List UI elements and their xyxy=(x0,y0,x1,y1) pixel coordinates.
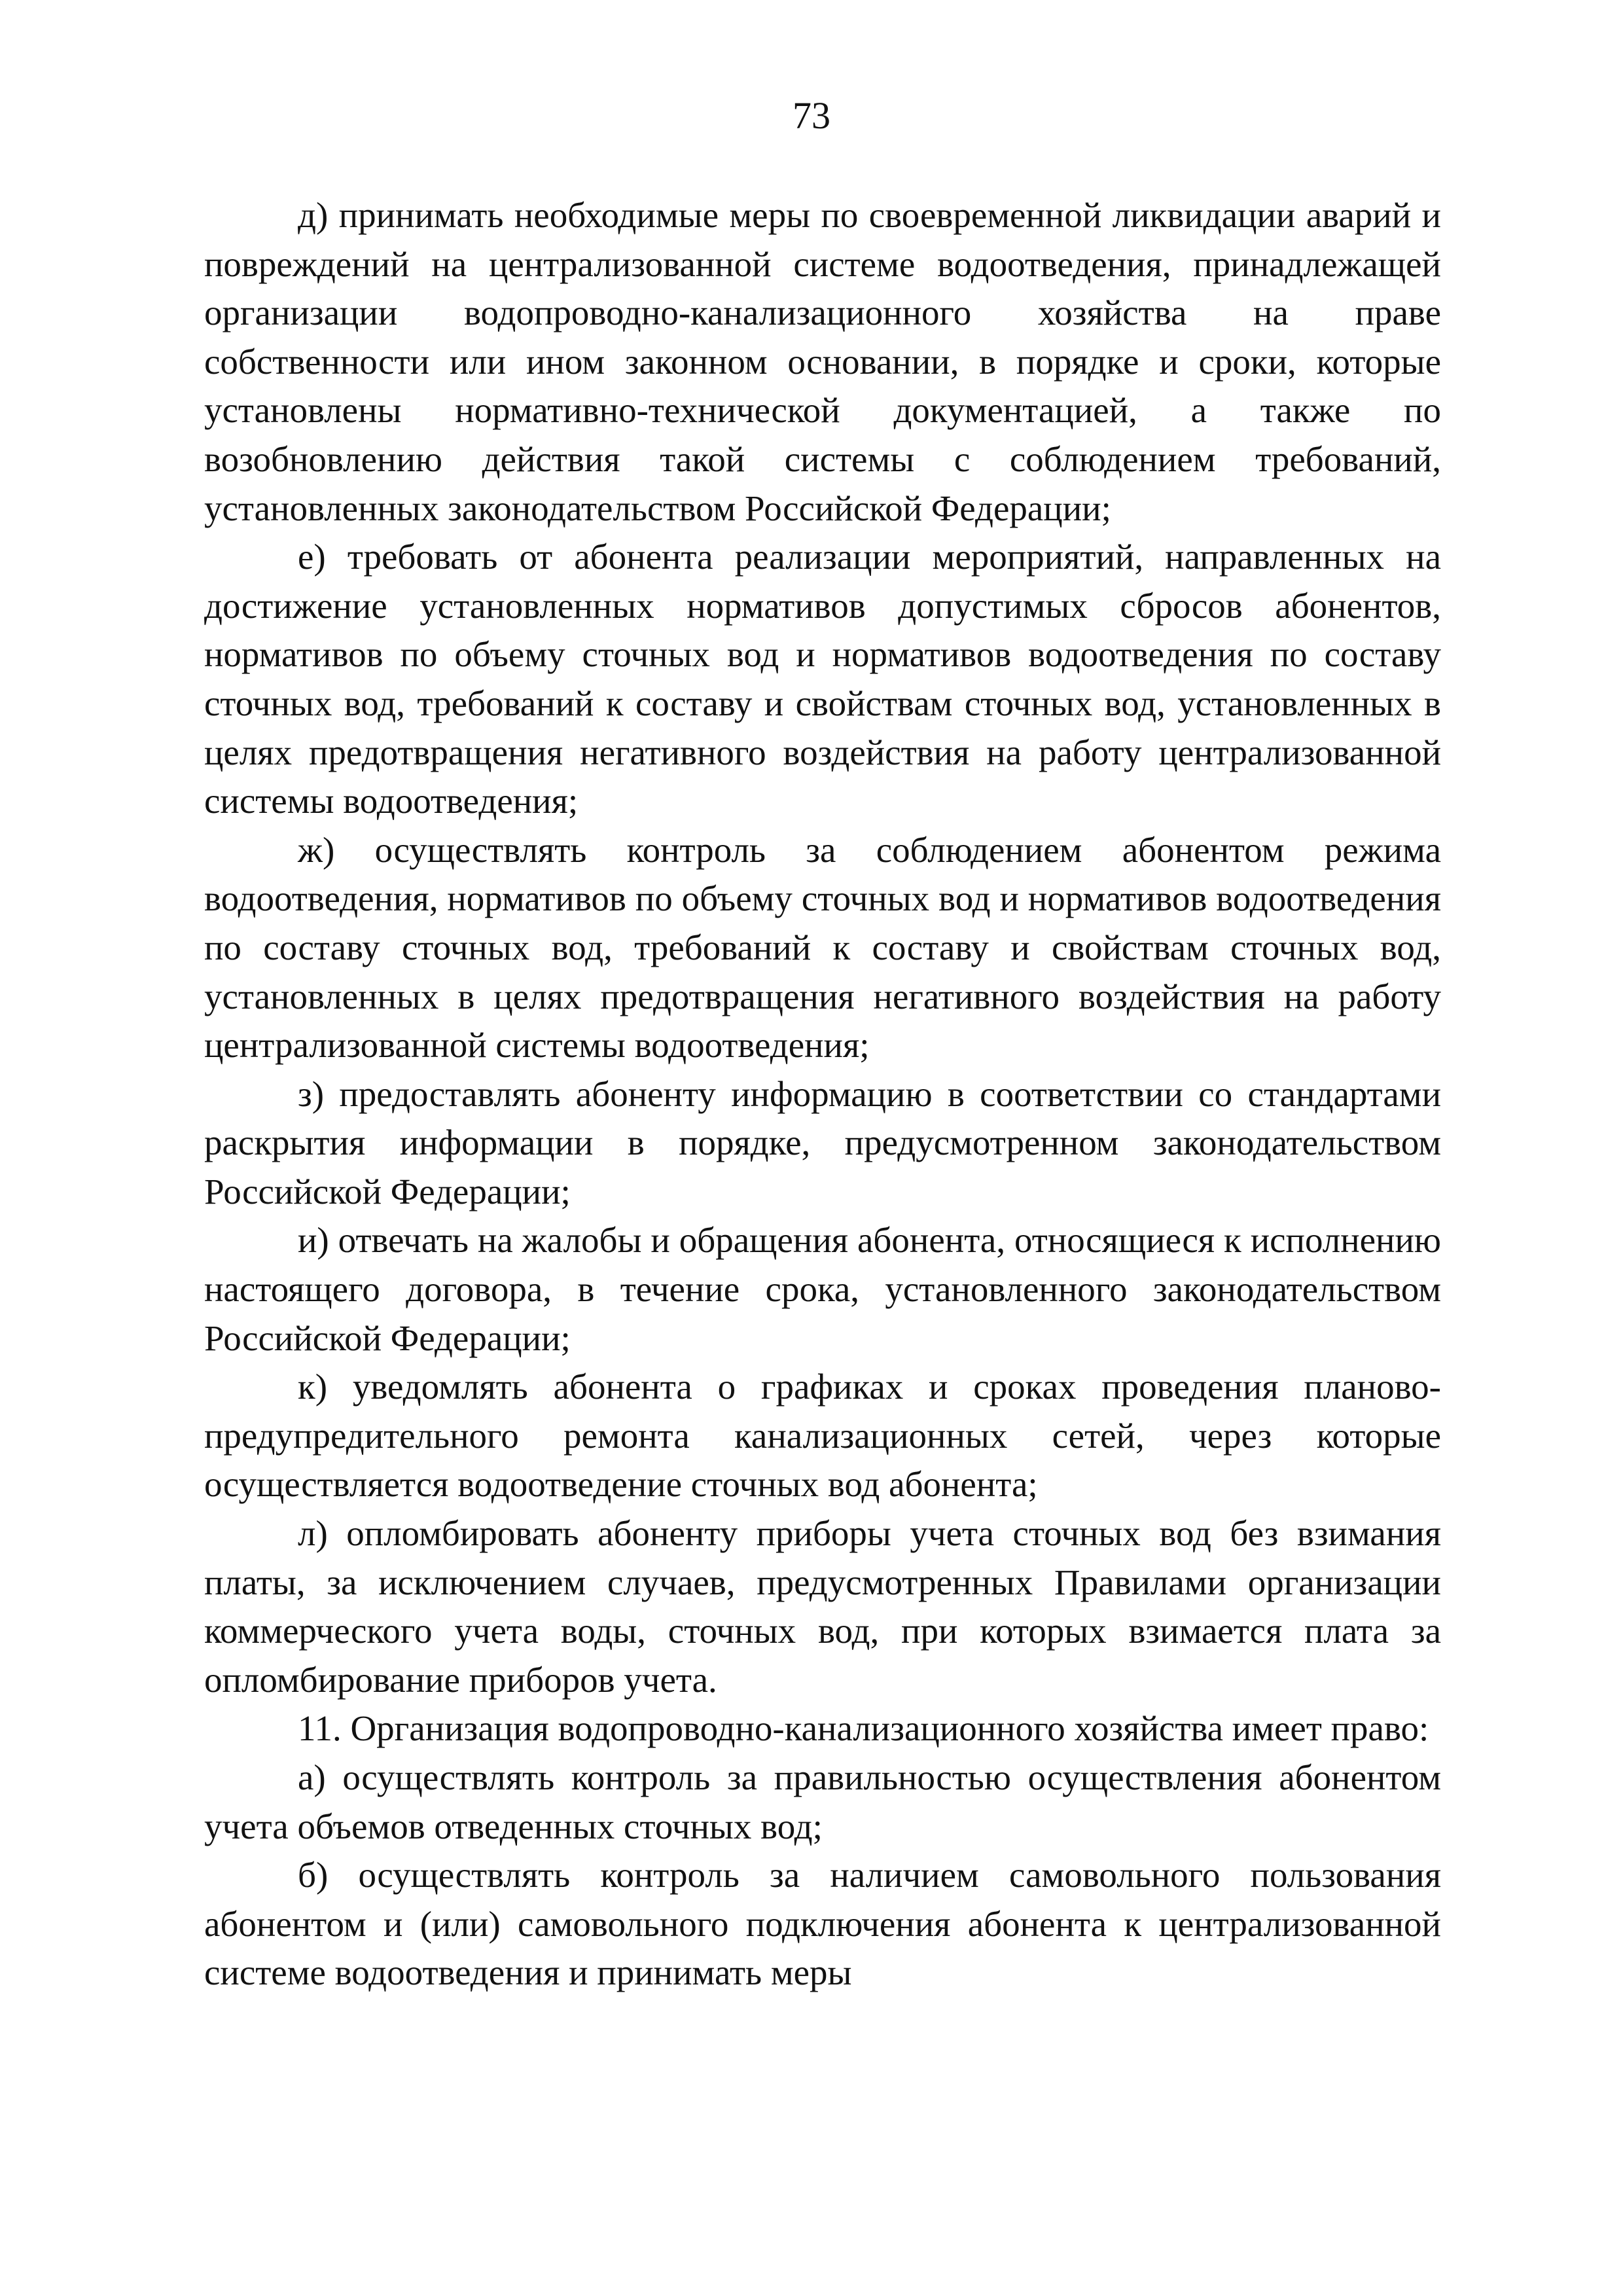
paragraph-item-z: з) предоставлять абоненту информацию в соответствии со стандартами раскрытия информации в порядке, предусмотренном законодательством Российской Федерации; xyxy=(204,1073,1441,1211)
document-body xyxy=(204,191,1441,1998)
paragraph-item-k: к) уведомлять абонента о графиках и сроках проведения планово-предупредительного ремонта канализационных сетей, через которые осуществляется водоотведение сточных вод абонента; xyxy=(204,1367,1441,1505)
paragraph-item-l: л) опломбировать абоненту приборы учета сточных вод без взимания платы, за исключением случаев, предусмотренных Правилами организации коммерческого учета воды, сточных вод, при которых взимается плата за опломбирование приборов учета. xyxy=(204,1513,1441,1700)
paragraph-item-a: а) осуществлять контроль за правильностью осуществления абонентом учета объемов отведенных сточных вод; xyxy=(204,1757,1441,1846)
paragraph-item-d: д) принимать необходимые меры по своевременной ликвидации аварий и повреждений на централизованной системе водоотведения, принадлежащей организации водопроводно-канализационного хозяйства на праве собственности или ином законном основании, в порядке и сроки, которые установлены нормативно-технической документацией, а также по возобновлению действия такой системы с соблюдением требований, установленных законодательством Российской Федерации; xyxy=(204,195,1441,528)
paragraph-item-b: б) осуществлять контроль за наличием самовольного пользования абонентом и (или) самовольного подключения абонента к централизованной системе водоотведения и принимать меры xyxy=(204,1855,1441,1993)
paragraph-item-zh: ж) осуществлять контроль за соблюдением абонентом режима водоотведения, нормативов по объему сточных вод и нормативов водоотведения по составу сточных вод, требований к составу и свойствам сточных вод, установленных в целях предотвращения негативного воздействия на работу централизованной системы водоотведения; xyxy=(204,829,1441,1066)
section-11-heading: 11. Организация водопроводно-канализационного хозяйства имеет право: xyxy=(298,1708,1429,1749)
paragraph-item-e: е) требовать от абонента реализации мероприятий, направленных на достижение установленных нормативов допустимых сбросов абонентов, нормативов по объему сточных вод и нормативов водоотведения по составу сточных вод, требований к составу и свойствам сточных вод, установленных в целях предотвращения негативного воздействия на работу централизованной системы водоотведения; xyxy=(204,537,1441,821)
page-number: 73 xyxy=(793,94,830,137)
paragraph-item-i: и) отвечать на жалобы и обращения абонента, относящиеся к исполнению настоящего договора, в течение срока, установленного законодательством Российской Федерации; xyxy=(204,1220,1441,1358)
